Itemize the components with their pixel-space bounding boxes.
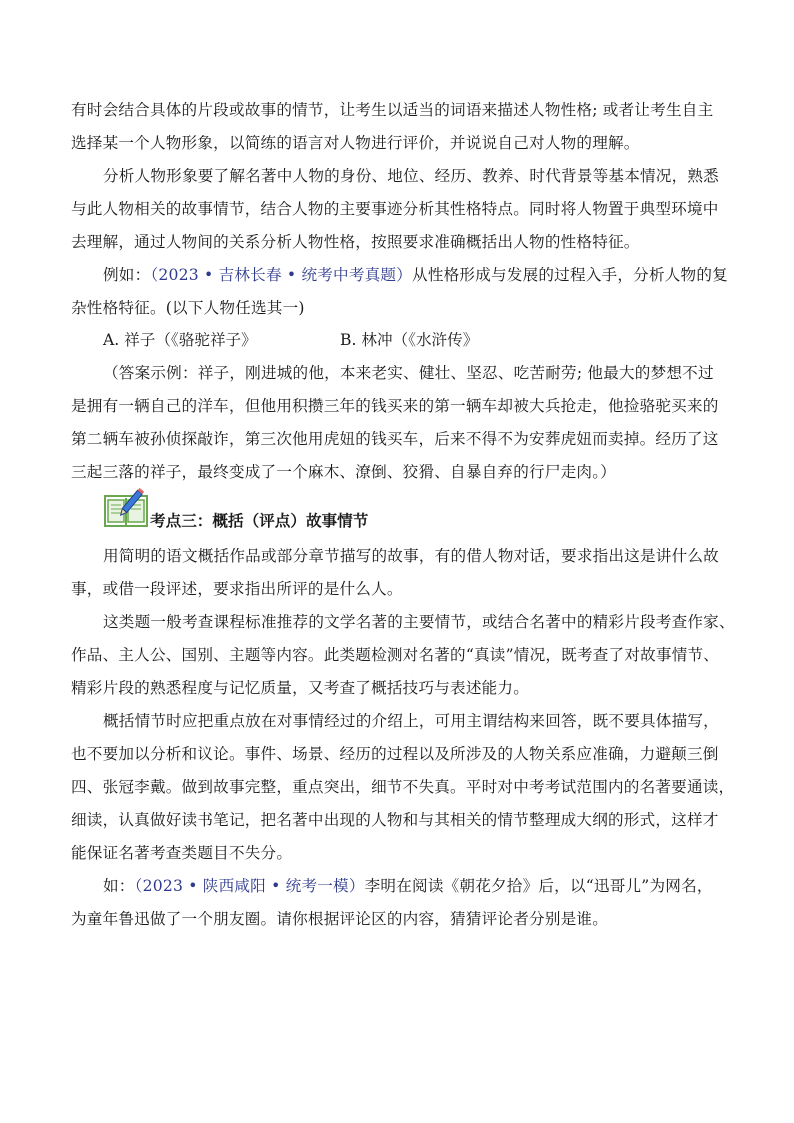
paragraph-line: 为童年鲁迅做了一个朋友圈。请你根据评论区的内容，猜猜评论者分别是谁。 [71,910,608,928]
paragraph-line: 用简明的语文概括作品或部分章节描写的故事，有的借人物对话，要求指出这是讲什么故 [103,547,719,565]
paragraph-line: 与此人物相关的故事情节，结合人物的主要事迹分析其性格特点。同时将人物置于典型环境中 [71,200,719,218]
option-a: A. 祥子（《骆驼祥子》 [103,331,257,349]
source-citation: （2023 • 吉林长春 • 统考中考真题） [150,266,413,284]
answer-line: 是拥有一辆自己的洋车，但他用积攒三年的钱买来的第一辆车却被大兵抢走，他捡骆驼买来的 [71,397,719,415]
paragraph-line: 四、张冠李戴。做到故事完整，重点突出，细节不失真。平时对中考考试范围内的名著要通读， [71,778,735,796]
book-pencil-icon [103,488,149,528]
section-heading: 考点三：概括（评点）故事情节 [150,511,369,530]
paragraph-line: 杂性格特征。(以下人物任选其一) [71,299,305,317]
option-b: B. 林冲（《水浒传》 [340,331,479,349]
answer-line: （答案示例：祥子，刚进城的他，本来老实、健壮、坚忍、吃苦耐劳; 他最大的梦想不过 [103,364,714,382]
paragraph-line: 作品、主人公、国别、主题等内容。此类题检测对名著的“真读”情况，既考查了对故事情节、 [71,646,720,664]
example-prefix: 例如： [103,266,151,284]
paragraph-line: 也不要加以分析和议论。事件、场景、经历的过程以及所涉及的人物关系应准确，力避颠三倒 [71,745,719,763]
example-text: 从性格形成与发展的过程入手，分析人物的复 [412,266,728,284]
example-text: 李明在阅读《朝花夕拾》后，以“迅哥儿”为网名， [364,877,713,895]
paragraph-line: 分析人物形象要了解名著中人物的身份、地位、经历、教养、时代背景等基本情况，熟悉 [103,167,719,185]
paragraph-line: 事，或借一段评述，要求指出所评的是什么人。 [71,580,403,598]
answer-line: 三起三落的祥子，最终变成了一个麻木、潦倒、狡猾、自暴自弃的行尸走肉。） [71,463,616,481]
example-line [103,876,713,896]
paragraph-line: 概括情节时应把重点放在对事情经过的介绍上，可用主谓结构来回答，既不要具体描写， [103,712,719,730]
source-citation: （2023 • 陕西咸阳 • 统考一模） [134,877,365,895]
paragraph-line: 精彩片段的熟悉程度与记忆质量，又考查了概括技巧与表述能力。 [71,679,530,697]
paragraph-line: 这类题一般考查课程标准推荐的文学名著的主要情节，或结合名著中的精彩片段考查作家、 [103,613,735,631]
example-line [103,265,728,285]
paragraph-line: 能保证名著考查类题目不失分。 [71,844,293,862]
paragraph-line: 选择某一个人物形象，以简练的语言对人物进行评价，并说说自己对人物的理解。 [71,134,640,152]
paragraph-line: 去理解，通过人物间的关系分析人物性格，按照要求准确概括出人物的性格特征。 [71,233,640,251]
answer-line: 第二辆车被孙侦探敲诈，第三次他用虎妞的钱买车，后来不得不为安葬虎妞而卖掉。经历了这 [71,430,719,448]
paragraph-line: 细读，认真做好读书笔记，把名著中出现的人物和与其相关的情节整理成大纲的形式，这样才 [71,811,719,829]
paragraph-line: 有时会结合具体的片段或故事的情节，让考生以适当的词语来描述人物性格; 或者让考生自主 [71,101,714,119]
example-prefix: 如： [103,877,135,895]
